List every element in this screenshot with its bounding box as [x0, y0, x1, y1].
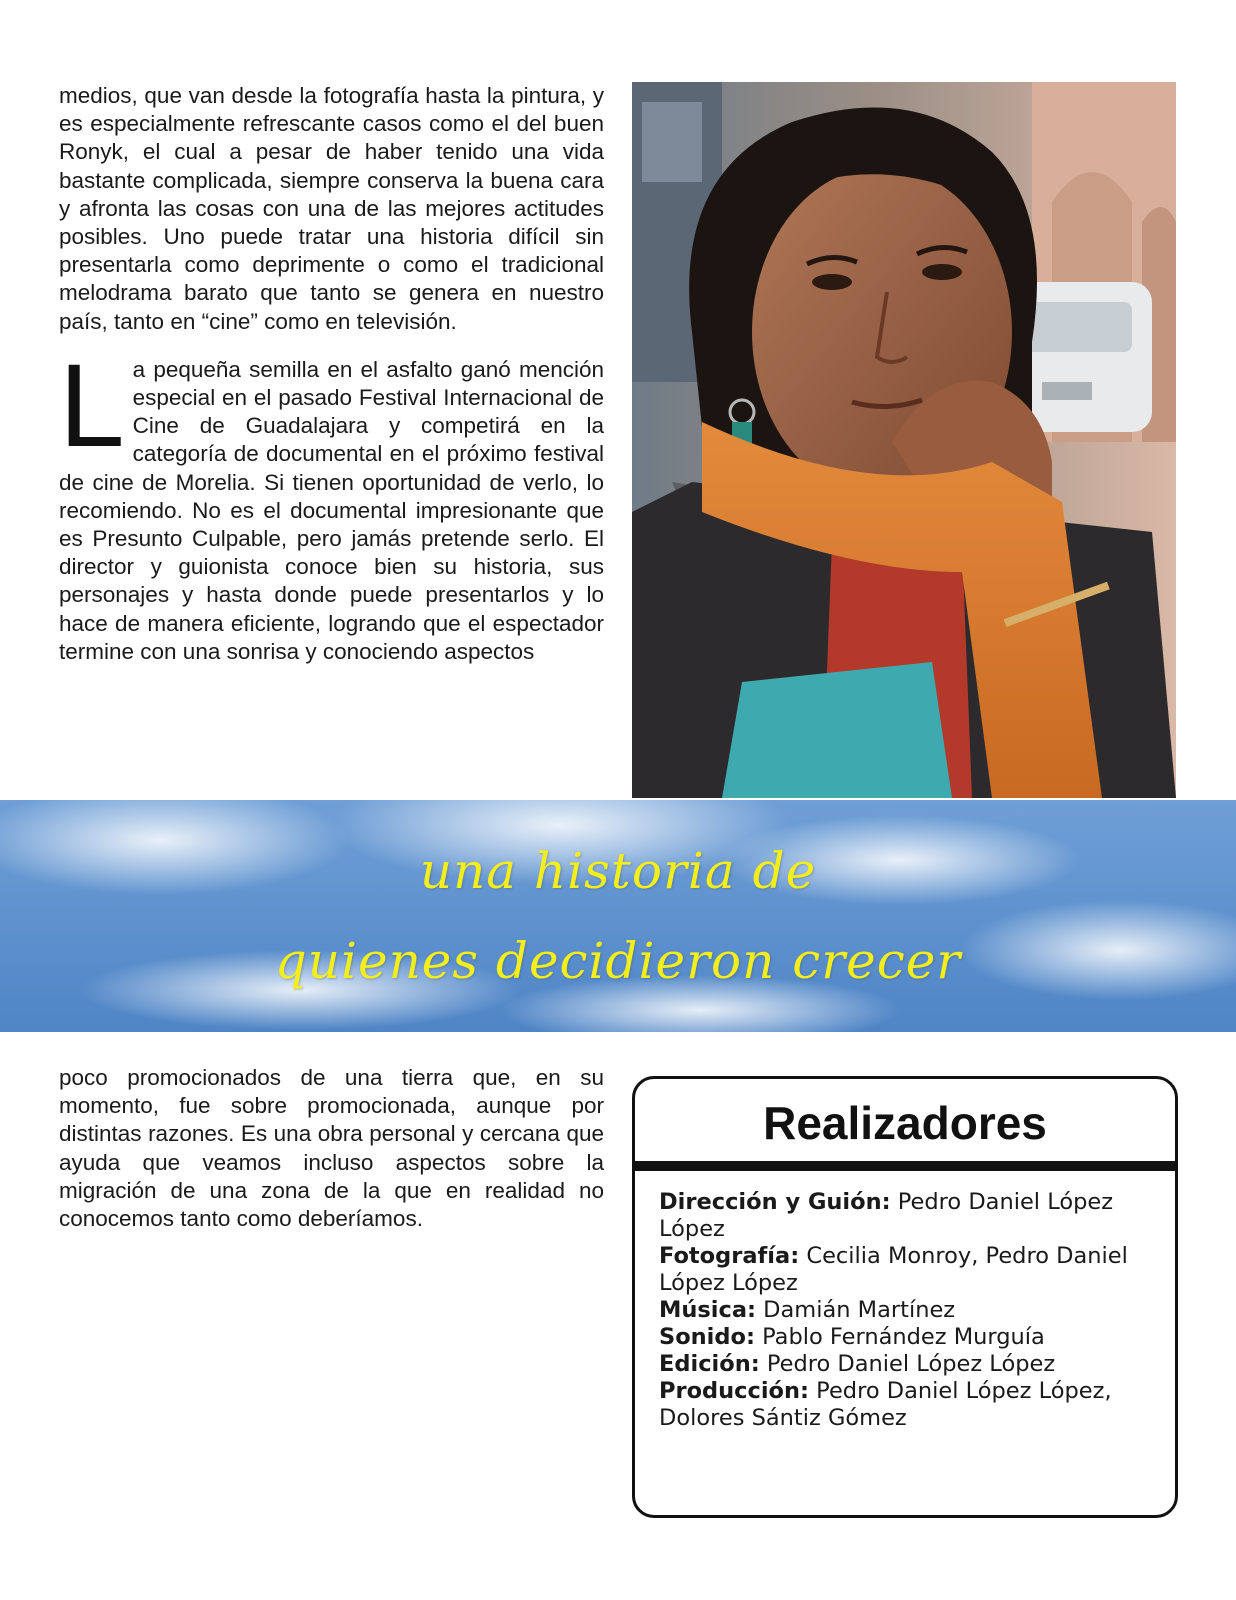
sky-background [0, 800, 1236, 1032]
credit-role: Sonido: [659, 1324, 755, 1350]
credits-divider [635, 1161, 1175, 1171]
credit-row-edicion [659, 1351, 1155, 1378]
article-paragraph: medios, que van desde la fotografía hasta la pintura, y es especialmente refrescante casos como el del buen Ronyk, el cual a pesar de haber tenido una vida bastante complicada, siempre conserva la buena cara y afronta las cosas con una de las mejores actitudes posibles. Uno puede tratar una historia difícil sin presentarla como deprimente o como el tradicional melodrama barato que tanto se genera en nuestro país, tanto en “cine” como en televisión. [59, 83, 604, 334]
credit-role: Dirección y Guión: [659, 1189, 891, 1215]
article-paragraph-body: a pequeña semilla en el asfalto ganó mención especial en el pasado Festival Internacional de Cine de Guadalajara y competirá en la categoría de documental en el próximo festival de cine de Morelia. Si tienen oportunidad de verlo, lo recomiendo. No es el documental impresionante que es Presunto Culpable, pero jamás pretende serlo. El director y guionista conoce bien su historia, sus personajes y hasta donde puede presentarlos y lo hace de manera eficiente, logrando que el espectador termine con una sonrisa y conociendo aspectos [59, 356, 604, 664]
credit-names: Pedro Daniel López López [759, 1351, 1056, 1377]
credits-title: Realizadores [763, 1097, 1047, 1149]
credit-row-produccion [659, 1378, 1155, 1432]
credit-role: Producción: [659, 1378, 810, 1404]
article-paragraph: poco promocionados de una tierra que, en su momento, fue sobre promocionada, aunque por distintas razones. Es una obra personal y cercana que ayuda que veamos incluso aspectos sobre la migración de una zona de la que en realidad no conocemos tanto como deberíamos. [59, 1065, 604, 1232]
banner-headline-line-2: quienes decidieron crecer [274, 932, 962, 990]
banner-headline-line-1: una historia de [419, 842, 817, 900]
credit-role: Fotografía: [659, 1243, 800, 1269]
credit-names: Damián Martínez [756, 1297, 956, 1323]
credit-role: Música: [659, 1297, 757, 1323]
credit-role: Edición: [659, 1351, 760, 1377]
credit-names: Pablo Fernández Murguía [754, 1324, 1045, 1350]
credit-row-sonido [659, 1324, 1155, 1351]
credits-box [632, 1076, 1178, 1518]
credit-names: Cecilia Monroy, Pedro Daniel López López [659, 1243, 1128, 1296]
credit-row-direccion [659, 1189, 1155, 1243]
credit-row-fotografia [659, 1243, 1155, 1297]
headline-banner [0, 800, 1236, 1032]
credit-names: Pedro Daniel López López [659, 1189, 1114, 1242]
credit-row-musica [659, 1297, 1155, 1324]
credit-names: Pedro Daniel López López, Dolores Sántiz Gómez [659, 1378, 1112, 1431]
portrait-photo [632, 82, 1176, 798]
credits-list [635, 1171, 1175, 1432]
portrait-illustration [632, 82, 1176, 798]
article-paragraph-with-dropcap [59, 339, 604, 666]
article-bottom-column [59, 1064, 604, 1233]
article-top-column [59, 82, 604, 686]
drop-cap: L [59, 339, 125, 472]
